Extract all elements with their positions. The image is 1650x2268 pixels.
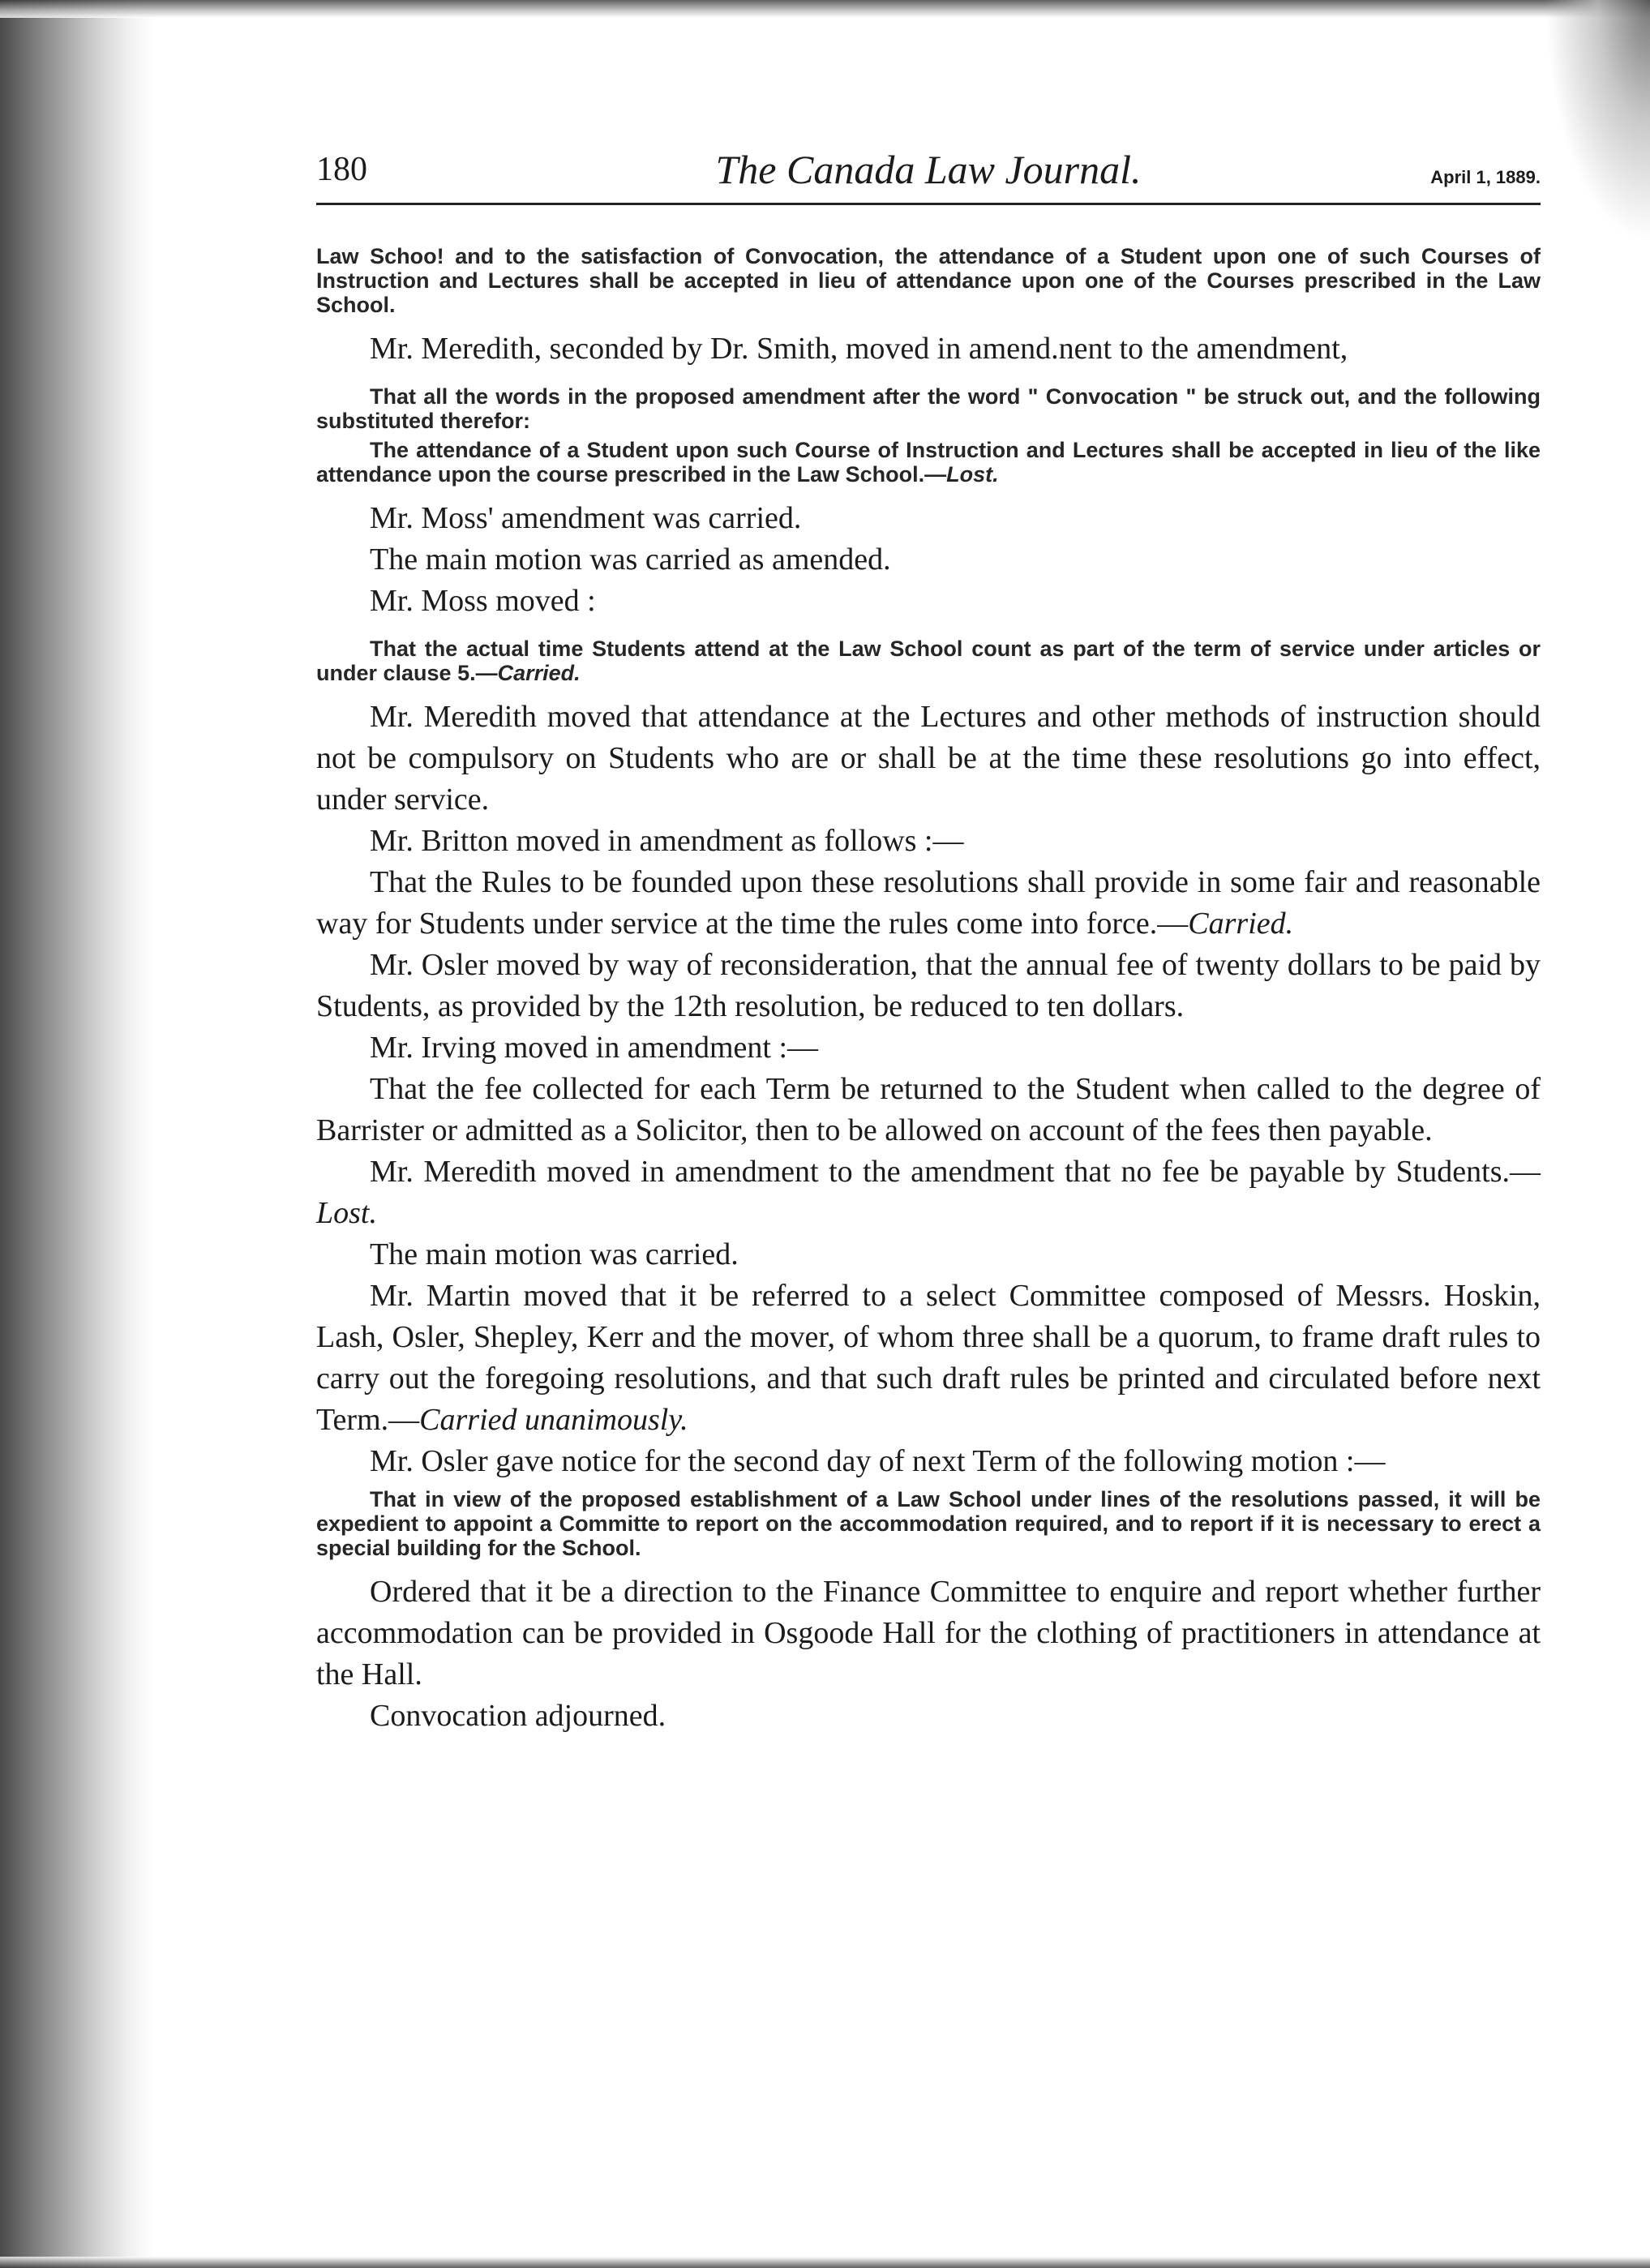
text-paragraph: That the actual time Students attend at the Law School count as part of the term of service under articles or under clause 5.—Carried.	[316, 637, 1541, 685]
issue-date: April 1, 1889.	[1430, 167, 1541, 187]
page-body	[316, 244, 1541, 1737]
text-paragraph: That the fee collected for each Term be returned to the Student when called to the degree of Barrister or admitted as a Solicitor, then to be allowed on account of the fees then payable.	[316, 1072, 1541, 1147]
verdict: Lost.	[316, 1196, 377, 1230]
journal-title: The Canada Law Journal.	[715, 147, 1142, 192]
verdict: Carried.	[1188, 907, 1294, 941]
text-paragraph: The main motion was carried as amended.	[370, 542, 891, 577]
text-paragraph: Mr. Osler moved by way of reconsideration, that the annual fee of twenty dollars to be paid by Students, as provided by the 12th resolution, be reduced to ten dollars.	[316, 948, 1541, 1023]
text-paragraph: Convocation adjourned.	[370, 1699, 666, 1733]
text-paragraph: The main motion was carried.	[370, 1237, 739, 1271]
text-paragraph: Mr. Meredith, seconded by Dr. Smith, moved in amend.nent to the amendment,	[370, 332, 1348, 366]
text-paragraph: Mr. Britton moved in amendment as follows :—	[370, 824, 964, 858]
text-paragraph: That in view of the proposed establishment of a Law School under lines of the resolutions passed, it will be expedient to appoint a Committe to report on the accommodation required, and to report if it is necessary to erect a special building for the School.	[316, 1487, 1541, 1560]
verdict: Carried.	[497, 661, 581, 685]
text-paragraph: That the Rules to be founded upon these resolutions shall provide in some fair and reasonable way for Students under service at the time the rules come into force.—Carried.	[316, 865, 1541, 941]
page-number: 180	[316, 151, 367, 188]
scan-shadow-top	[0, 0, 1650, 18]
text-paragraph: Mr. Meredith moved that attendance at the Lectures and other methods of instruction should not be compulsory on Students who are or shall be at the time these resolutions go into effect, under service.	[316, 700, 1541, 817]
text-paragraph: Mr. Moss moved :	[370, 584, 596, 618]
text-paragraph: Mr. Osler gave notice for the second day of next Term of the following motion :—	[370, 1444, 1386, 1478]
verdict: Lost.	[946, 462, 999, 487]
running-header	[316, 138, 1541, 205]
text-paragraph: Mr. Meredith moved in amendment to the amendment that no fee be payable by Students.—Lost.	[316, 1155, 1541, 1230]
text-paragraph: Mr. Irving moved in amendment :—	[370, 1031, 819, 1065]
scan-shadow-right	[1545, 0, 1650, 243]
text-paragraph: The attendance of a Student upon such Course of Instruction and Lectures shall be accepted in lieu of the like attendance upon the course prescribed in the Law School.—Lost.	[316, 438, 1541, 487]
text-paragraph: Mr. Martin moved that it be referred to a select Committee composed of Messrs. Hoskin, Lash, Osler, Shepley, Kerr and the mover, of whom three shall be a quorum, to frame draft rules to carry out the foregoing resolutions, and that such draft rules be printed and circulated before next Term.—Carried unanimously.	[316, 1279, 1541, 1437]
scan-shadow-left	[0, 0, 154, 2268]
text-paragraph: Ordered that it be a direction to the Finance Committee to enquire and report whether further accommodation can be provided in Osgoode Hall for the clothing of practitioners in attendance at the Hall.	[316, 1575, 1541, 1691]
text-paragraph: Mr. Moss' amendment was carried.	[370, 501, 802, 535]
text-paragraph: Law Schoo! and to the satisfaction of Convocation, the attendance of a Student upon one of such Courses of Instruction and Lectures shall be accepted in lieu of attendance upon one of the Courses prescribed in the Law School.	[316, 244, 1541, 317]
journal-page	[316, 138, 1541, 1737]
text-paragraph: That all the words in the proposed amendment after the word " Convocation " be struck out, and the following substituted therefor:	[316, 384, 1541, 433]
verdict: Carried unanimously.	[419, 1403, 688, 1437]
scan-shadow-bottom	[0, 2257, 1650, 2268]
